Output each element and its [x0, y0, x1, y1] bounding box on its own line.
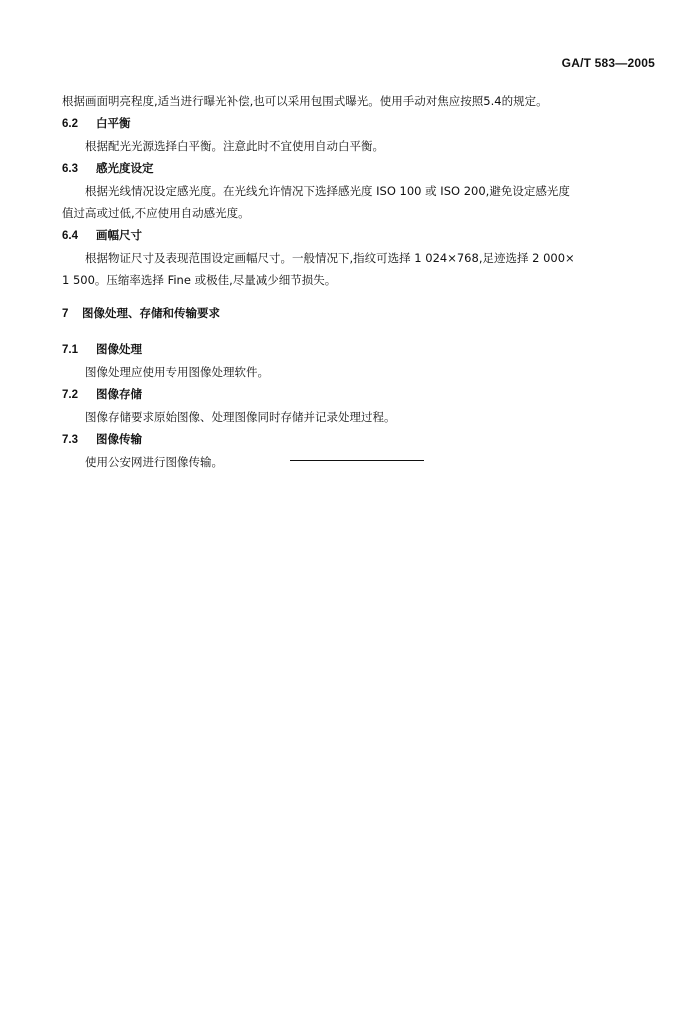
- section-7-3-heading: [62, 428, 654, 451]
- section-number: 7.3: [62, 434, 78, 446]
- section-7-3-text: 使用公安网进行图像传输。: [85, 455, 223, 469]
- section-6-2-heading: [62, 112, 654, 135]
- section-7-1-text: 图像处理应使用专用图像处理软件。: [85, 365, 269, 379]
- section-title: 图像存储: [96, 387, 142, 401]
- section-title: 图像处理: [96, 342, 142, 356]
- document-code-header: GA/T 583—2005: [561, 56, 655, 70]
- section-number: 7.2: [62, 389, 78, 401]
- section-title: 图像传输: [96, 432, 142, 446]
- section-title: 感光度设定: [96, 161, 154, 175]
- section-title: 白平衡: [96, 116, 131, 130]
- section-7-1-heading: [62, 338, 654, 361]
- section-7-2-text: 图像存储要求原始图像、处理图像同时存储并记录处理过程。: [85, 410, 396, 424]
- section-number: 7: [62, 308, 69, 320]
- intro-paragraph: 根据画面明亮程度,适当进行曝光补偿,也可以采用包围式曝光。使用手动对焦应按照5.4的规定。: [62, 94, 548, 108]
- section-number: 6.3: [62, 163, 78, 175]
- section-6-3-text-line2: 值过高或过低,不应使用自动感光度。: [62, 206, 250, 220]
- section-title: 图像处理、存储和传输要求: [82, 306, 220, 320]
- section-7-heading: [62, 302, 654, 325]
- end-divider-line: [290, 460, 424, 461]
- section-6-3-heading: [62, 157, 654, 180]
- section-7-2-heading: [62, 383, 654, 406]
- section-6-4-text-line1: 根据物证尺寸及表现范围设定画幅尺寸。一般情况下,指纹可选择 1 024×768,足迹选择 2 000×: [85, 251, 575, 265]
- section-6-4-text-line2: 1 500。压缩率选择 Fine 或极佳,尽量减少细节损失。: [62, 273, 337, 287]
- section-title: 画幅尺寸: [96, 228, 142, 242]
- section-6-3-text-line1: 根据光线情况设定感光度。在光线允许情况下选择感光度 ISO 100 或 ISO 200,避免设定感光度: [85, 184, 570, 198]
- document-body: [62, 90, 654, 473]
- section-number: 6.2: [62, 118, 78, 130]
- section-6-2-text: 根据配光光源选择白平衡。注意此时不宜使用自动白平衡。: [85, 139, 384, 153]
- section-number: 7.1: [62, 344, 78, 356]
- section-6-4-heading: [62, 224, 654, 247]
- section-number: 6.4: [62, 230, 78, 242]
